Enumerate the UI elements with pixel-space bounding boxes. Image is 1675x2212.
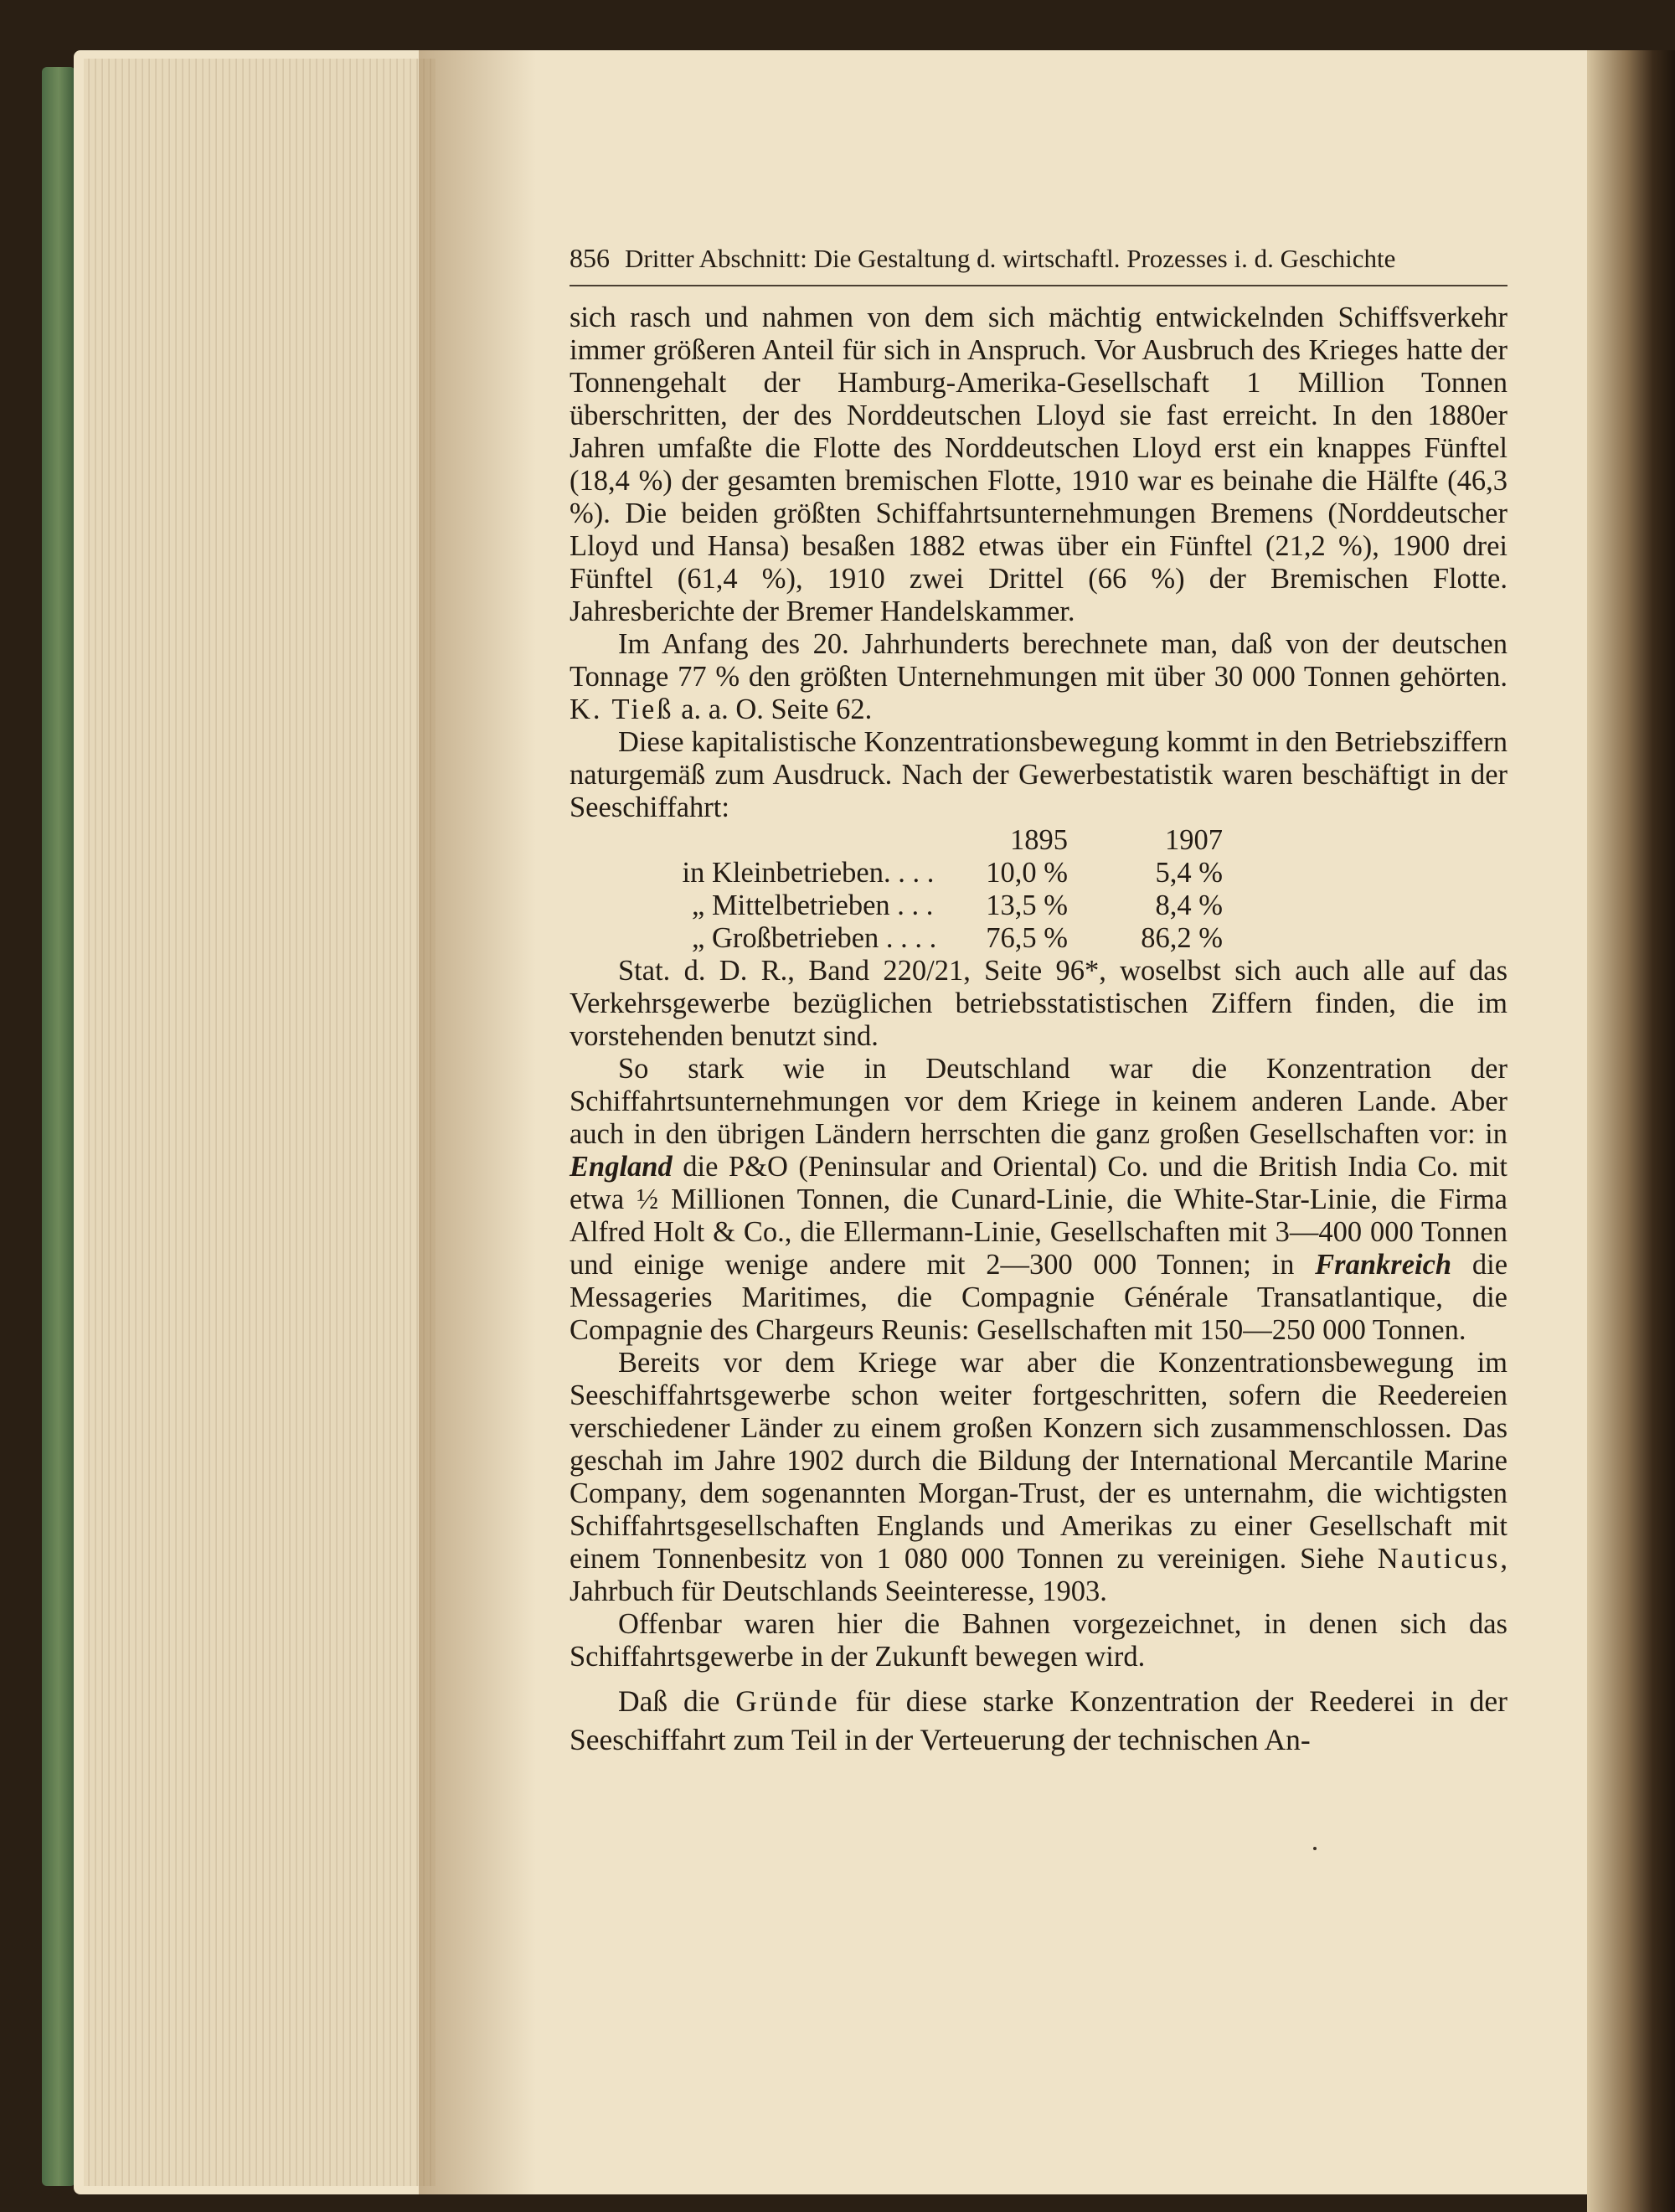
- year-1895: 1895: [1010, 824, 1068, 856]
- emphasis-gruende: Gründe: [735, 1684, 840, 1718]
- page-text: [570, 243, 1508, 1759]
- paragraph-2: [570, 628, 1508, 726]
- book-cover-edge: [42, 67, 75, 2186]
- stats-header-row: [570, 824, 1223, 857]
- country-england: England: [570, 1151, 673, 1183]
- value-1895: 10,0 %: [986, 857, 1068, 889]
- row-prefix: „: [692, 889, 705, 921]
- table-row: [570, 857, 1223, 889]
- row-label: Großbetrieben . . . .: [712, 922, 937, 954]
- value-1907: 86,2 %: [1141, 922, 1223, 954]
- paragraph-2-text: Im Anfang des 20. Jahrhunderts berechnete man, daß von der deutschen Tonnage 77 % den größten Unternehmungen mit über 30 000 Tonnen gehörten.: [570, 628, 1508, 693]
- paragraph-8-text-b: für diese starke Konzentration der Reederei in der Seeschiffahrt zum Teil in der Verteuerung der technischen An-: [570, 1684, 1508, 1756]
- employment-stats-table: [570, 824, 1223, 955]
- value-1907: 5,4 %: [1155, 857, 1223, 889]
- paragraph-5: [570, 1053, 1508, 1347]
- author-name: K. Tieß: [570, 694, 674, 725]
- paragraph-8-text-a: Daß die: [618, 1684, 720, 1718]
- row-prefix: „: [692, 922, 705, 954]
- row-label: Kleinbetrieben. . . .: [712, 857, 935, 889]
- value-1907: 8,4 %: [1155, 889, 1223, 921]
- binding-shadow: [1587, 50, 1675, 2212]
- value-1895: 76,5 %: [986, 922, 1068, 954]
- ink-speck: [1313, 1847, 1317, 1850]
- paragraph-5-text-c: die Messageries Maritimes, die Compagnie Générale Transatlantique, die Compagnie des Chargeurs Reunis: Gesellschaften mit 150—250 000 Tonnen.: [570, 1249, 1508, 1346]
- country-frankreich: Frankreich: [1315, 1249, 1452, 1281]
- page-edges: [84, 59, 436, 2186]
- row-prefix: in: [682, 857, 705, 889]
- paragraph-4: Stat. d. D. R., Band 220/21, Seite 96*, woselbst sich auch alle auf das Verkehrsgewerbe bezüglichen betriebsstatistischen Ziffern finden, die im vorstehenden benutzt sind.: [570, 955, 1508, 1052]
- paragraph-2-ref: a. a. O. Seite 62.: [681, 694, 873, 725]
- paragraph-1: sich rasch und nahmen von dem sich mächtig entwickelnden Schiffsverkehr immer größeren Anteil für sich in Anspruch. Vor Ausbruch des Krieges hatte der Tonnengehalt der Hamburg-Amerika-Gesellschaft 1 Million Tonnen überschritten, der des Norddeutschen Lloyd sie fast erreicht. In den 1880er Jahren umfaßte die Flotte des Norddeutschen Lloyd erst ein knappes Fünftel (18,4 %) der gesamten bremischen Flotte, 1910 war es beinahe die Hälfte (46,3 %). Die beiden größten Schiffahrtsunternehmungen Bremens (Norddeutscher Lloyd und Hansa) besaßen 1882 etwas über ein Fünftel (21,2 %), 1900 drei Fünftel (61,4 %), 1910 zwei Drittel (66 %) der Bremischen Flotte. Jahresberichte der Bremer Handelskammer.: [570, 302, 1508, 627]
- paragraph-5-text-b: die P&O (Peninsular and Oriental) Co. und die British India Co. mit etwa ½ Millionen Tonnen, die Cunard-Linie, die White-Star-Linie, die Firma Alfred Holt & Co., die Ellermann-Linie, Gesellschaften mit 3—400 000 Tonnen und einige wenige andere mit 2—300 000 Tonnen; in: [570, 1151, 1508, 1281]
- year-1907: 1907: [1165, 824, 1223, 856]
- paragraph-8: [570, 1682, 1508, 1759]
- paragraph-6-text-a: Bereits vor dem Kriege war aber die Konzentrationsbewegung im Seeschiffahrtsgewerbe schon weiter fortgeschritten, sofern die Reedereien verschiedener Länder zu einem großen Konzern sich zusammenschlossen. Das geschah im Jahre 1902 durch die Bildung der International Mercantile Marine Company, dem sogenannten Morgan-Trust, der es unternahm, die wichtigsten Schiffahrtsgesellschaften Englands und Amerikas zu einer Gesellschaft mit einem Tonnenbesitz von 1 080 000 Tonnen zu vereinigen. Siehe: [570, 1347, 1508, 1575]
- table-row: [570, 889, 1223, 922]
- page-number: 856: [570, 243, 610, 273]
- running-title: Dritter Abschnitt: Die Gestaltung d. wirtschaftl. Prozesses i. d. Geschichte: [625, 244, 1396, 273]
- row-label: Mittelbetrieben . . .: [712, 889, 934, 921]
- paragraph-5-text-a: So stark wie in Deutschland war die Konzentration der Schiffahrtsunternehmungen vor dem Kriege in keinem anderen Lande. Aber auch in den übrigen Ländern herrschten die ganz großen Gesellschaften vor: in: [570, 1053, 1508, 1150]
- paragraph-6-text-b: , Jahrbuch für Deutschlands Seeinteresse, 1903.: [570, 1543, 1508, 1607]
- source-nauticus: Nauticus: [1377, 1543, 1501, 1575]
- gutter-shadow: [419, 50, 536, 2194]
- table-row: [570, 922, 1223, 955]
- paragraph-6: [570, 1347, 1508, 1608]
- paragraph-7: Offenbar waren hier die Bahnen vorgezeichnet, in denen sich das Schiffahrtsgewerbe in der Zukunft bewegen wird.: [570, 1608, 1508, 1673]
- value-1895: 13,5 %: [986, 889, 1068, 921]
- paragraph-3: Diese kapitalistische Konzentrationsbewegung kommt in den Betriebsziffern naturgemäß zum Ausdruck. Nach der Gewerbestatistik waren beschäftigt in der Seeschiffahrt:: [570, 726, 1508, 823]
- running-head: [570, 243, 1508, 286]
